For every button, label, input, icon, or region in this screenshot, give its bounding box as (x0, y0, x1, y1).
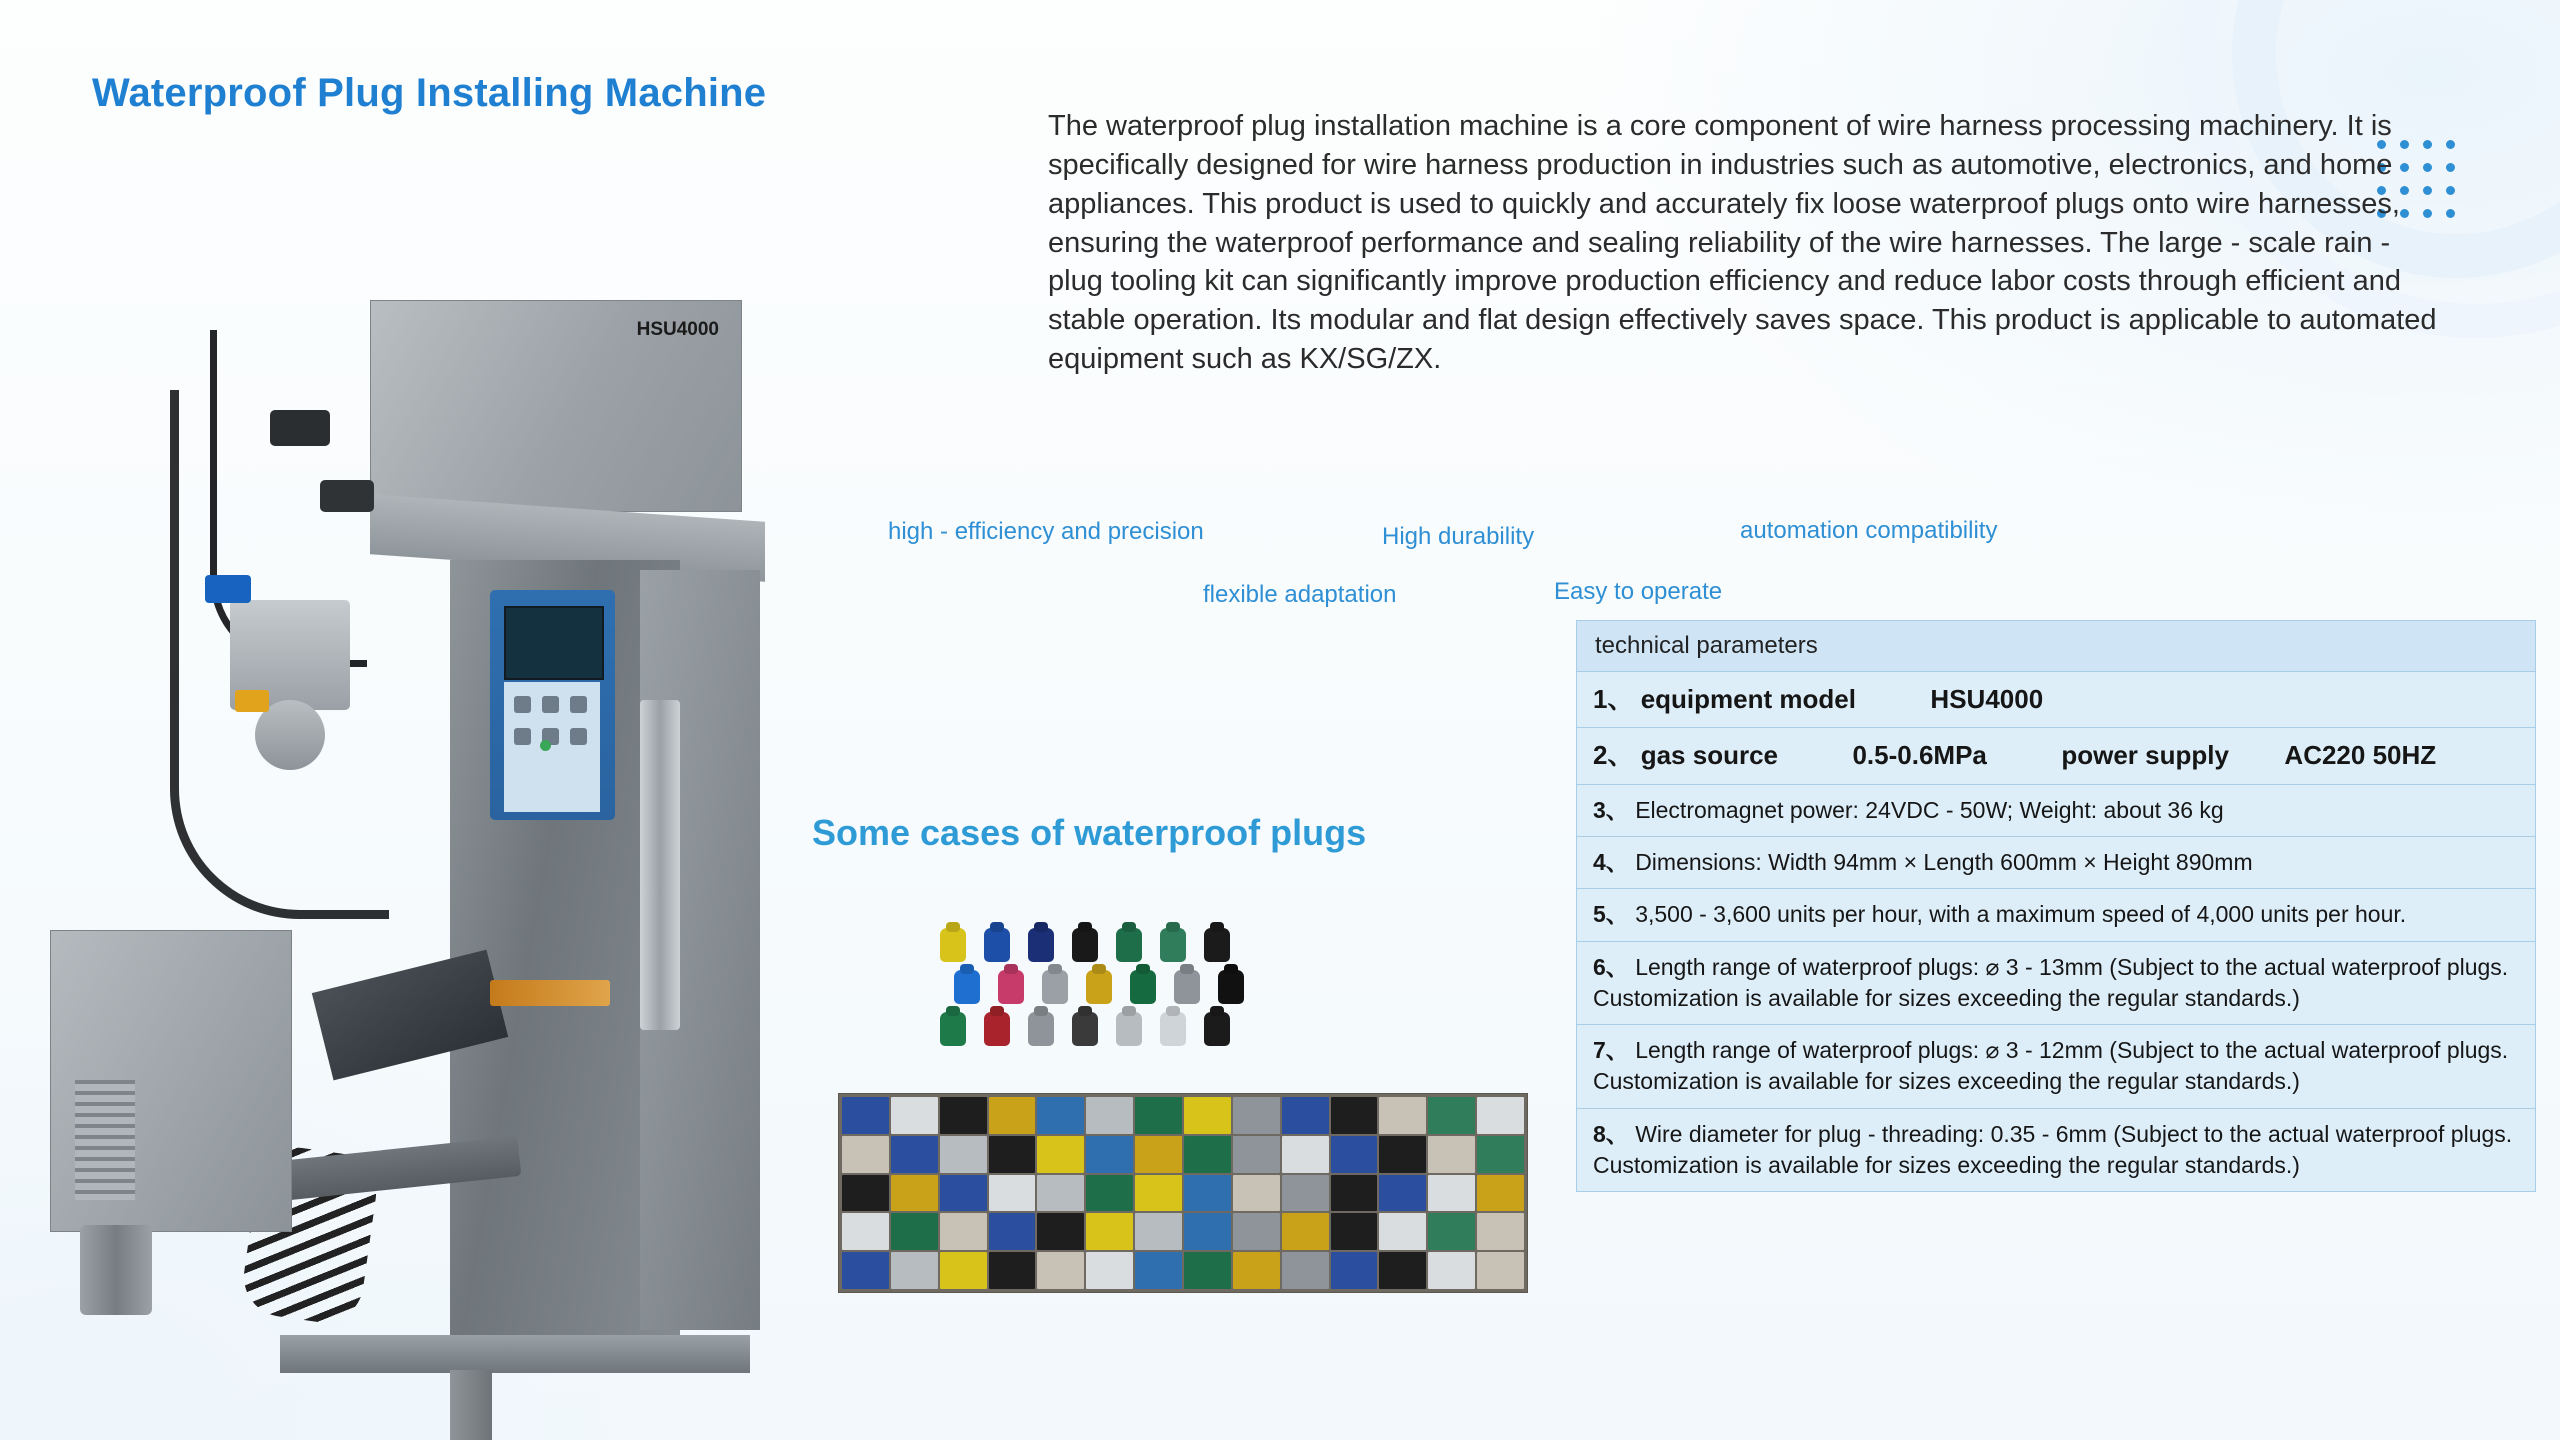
cases-title: Some cases of waterproof plugs (812, 812, 1367, 853)
waterproof-plug-sample (1028, 1012, 1054, 1046)
row-text: Length range of waterproof plugs: ⌀ 3 - 13mm (Subject to the actual waterproof plugs. Customization is available for sizes exceeding the regular standards.) (1593, 953, 2509, 1011)
plug-bin (891, 1136, 938, 1173)
plug-bin (1135, 1097, 1182, 1134)
plug-bin (1233, 1252, 1280, 1289)
feature-tag-flexible: flexible adaptation (1203, 581, 1397, 608)
panel-button-2 (542, 696, 559, 713)
row-number: 5、 (1593, 901, 1629, 928)
plug-bins-photo (838, 1093, 1528, 1293)
table-row (1576, 837, 2536, 889)
plug-bin (1477, 1175, 1524, 1212)
waterproof-plug-sample (1204, 928, 1230, 962)
plug-bin (1477, 1097, 1524, 1134)
feature-tag-durability: High durability (1382, 523, 1535, 550)
waterproof-plug-sample (1204, 1012, 1230, 1046)
panel-button-area (504, 682, 600, 812)
row-number: 3、 (1593, 796, 1629, 823)
row-number: 4、 (1593, 848, 1629, 875)
row-number: 6、 (1593, 953, 1629, 980)
plug-bin (1477, 1136, 1524, 1173)
waterproof-plug-sample (1072, 1012, 1098, 1046)
waterproof-plug-sample (984, 1012, 1010, 1046)
plug-bin (1428, 1213, 1475, 1250)
waterproof-plug-sample (1042, 970, 1068, 1004)
plug-bin (891, 1097, 938, 1134)
page-title: Waterproof Plug Installing Machine (92, 70, 767, 115)
plug-bin (1233, 1097, 1280, 1134)
plug-bin (1086, 1175, 1133, 1212)
waterproof-plug-sample (1160, 1012, 1186, 1046)
plug-bin (1379, 1252, 1426, 1289)
waterproof-plug-sample (998, 970, 1024, 1004)
machine-stand-leg (450, 1370, 492, 1440)
machine-model-label: HSU4000 (636, 319, 719, 340)
waterproof-plug-sample (1174, 970, 1200, 1004)
table-row (1576, 889, 2536, 941)
plug-bin (1086, 1252, 1133, 1289)
plug-bin (1184, 1252, 1231, 1289)
plug-bin (1282, 1252, 1329, 1289)
plug-bin (1379, 1213, 1426, 1250)
cabinet-vent-grille (75, 1080, 135, 1200)
row-number: 2、 (1593, 740, 1634, 771)
waterproof-plug-sample (1116, 928, 1142, 962)
status-led-icon (540, 740, 551, 751)
plug-bin (1379, 1175, 1426, 1212)
plug-bin (1184, 1175, 1231, 1212)
row-value: 0.5-0.6MPa (1852, 740, 1987, 771)
table-row (1576, 728, 2536, 784)
plug-bin (1184, 1097, 1231, 1134)
panel-button-4 (514, 728, 531, 745)
cable-connector-block-2 (320, 480, 374, 512)
row-label: gas source (1640, 740, 1778, 771)
plug-bin (1037, 1097, 1084, 1134)
machine-top-housing (370, 300, 742, 512)
plug-bin (1331, 1252, 1378, 1289)
plug-bin (842, 1213, 889, 1250)
plug-bin (989, 1136, 1036, 1173)
row-number: 7、 (1593, 1037, 1629, 1064)
row-text: Dimensions: Width 94mm × Length 600mm × Height 890mm (1635, 848, 2253, 875)
plug-bin (1135, 1252, 1182, 1289)
plug-bin (1233, 1136, 1280, 1173)
table-row (1576, 942, 2536, 1026)
plug-bin (989, 1252, 1036, 1289)
cabinet-cylinder (80, 1225, 152, 1315)
plug-bin (940, 1136, 987, 1173)
feature-tag-automation: automation compatibility (1740, 517, 1998, 544)
waterproof-plug-sample (940, 1012, 966, 1046)
waterproof-plug-sample (1160, 928, 1186, 962)
plug-bin (1086, 1136, 1133, 1173)
row-value-secondary: AC220 50HZ (2284, 740, 2437, 771)
table-row (1576, 1025, 2536, 1109)
plug-bin (842, 1097, 889, 1134)
plug-bin (891, 1252, 938, 1289)
plug-bin (1282, 1097, 1329, 1134)
plug-bin (1135, 1175, 1182, 1212)
plug-bin (1428, 1252, 1475, 1289)
panel-button-1 (514, 696, 531, 713)
table-row (1576, 785, 2536, 837)
plug-bin (1477, 1252, 1524, 1289)
waterproof-plug-samples (940, 920, 1280, 1050)
copper-tooling-block (490, 980, 610, 1006)
plug-bin (1331, 1213, 1378, 1250)
plug-bin (989, 1097, 1036, 1134)
row-number: 1、 (1593, 684, 1634, 714)
plug-bin (1184, 1213, 1231, 1250)
row-text: Electromagnet power: 24VDC - 50W; Weight: about 36 kg (1635, 796, 2224, 823)
plug-bin (940, 1175, 987, 1212)
plug-bin (1379, 1097, 1426, 1134)
plug-bin (1037, 1175, 1084, 1212)
waterproof-plug-sample (954, 970, 980, 1004)
row-number: 8、 (1593, 1120, 1629, 1147)
waterproof-plug-sample (1072, 928, 1098, 962)
row-text: Wire diameter for plug - threading: 0.35 - 6mm (Subject to the actual waterproof plugs. Customization is available for sizes exceeding the regular standards.) (1593, 1120, 2513, 1178)
panel-button-6 (570, 728, 587, 745)
table-row (1576, 1109, 2536, 1193)
plug-bin (842, 1136, 889, 1173)
plug-bin (1135, 1213, 1182, 1250)
plug-bin (1037, 1252, 1084, 1289)
waterproof-plug-sample (940, 928, 966, 962)
cable-connector-block-1 (270, 410, 330, 446)
waterproof-plug-sample (1116, 1012, 1142, 1046)
plug-bin (940, 1252, 987, 1289)
plug-bin (1282, 1175, 1329, 1212)
plug-bin (1037, 1213, 1084, 1250)
panel-button-3 (570, 696, 587, 713)
yellow-fitting (235, 690, 269, 712)
intro-paragraph: The waterproof plug installation machine is a core component of wire harness processing machinery. It is specifically designed for wire harness production in industries such as automotive, electronics, and home appliances. This product is used to quickly and accurately fix loose waterproof plugs onto wire harnesses, ensuring the waterproof performance and sealing reliability of the wire harnesses. The large - scale rain - plug tooling kit can significantly improve production efficiency and reduce labor costs through efficient and stable operation. Its modular and flat design effectively saves space. This product is applicable to automated equipment such as KX/SG/ZX. (1048, 110, 2437, 376)
plug-bin (1282, 1213, 1329, 1250)
waterproof-plug-sample (984, 928, 1010, 962)
technical-parameters-header: technical parameters (1576, 620, 2536, 672)
plug-bin (1428, 1097, 1475, 1134)
row-text: Length range of waterproof plugs: ⌀ 3 - 12mm (Subject to the actual waterproof plugs. Customization is available for sizes exceeding the regular standards.) (1593, 1037, 2509, 1095)
technical-parameters-table (1576, 620, 2536, 1192)
plug-bin (989, 1175, 1036, 1212)
blue-valve-fitting (205, 575, 251, 603)
row-label: equipment model (1640, 684, 1856, 714)
plug-bin (1331, 1136, 1378, 1173)
waterproof-plug-sample (1086, 970, 1112, 1004)
waterproof-plug-sample (1028, 928, 1054, 962)
waterproof-plug-sample (1130, 970, 1156, 1004)
plug-bin (1331, 1097, 1378, 1134)
panel-display-screen (504, 606, 604, 680)
machine-base-plate (280, 1335, 750, 1373)
plug-bin (891, 1175, 938, 1212)
row-value: HSU4000 (1930, 684, 2044, 714)
plug-bin (891, 1213, 938, 1250)
plug-bin (842, 1175, 889, 1212)
plug-bin (1086, 1097, 1133, 1134)
plug-bin (842, 1252, 889, 1289)
plug-bin (1477, 1213, 1524, 1250)
plug-bin (1086, 1213, 1133, 1250)
machine-photo (20, 270, 840, 1390)
plug-bin (1135, 1136, 1182, 1173)
waterproof-plug-sample (1218, 970, 1244, 1004)
plug-bin (1428, 1175, 1475, 1212)
plug-bin (940, 1097, 987, 1134)
plug-bin (1331, 1175, 1378, 1212)
plug-bin (1037, 1136, 1084, 1173)
plug-bin (1428, 1136, 1475, 1173)
feature-tag-efficiency: high - efficiency and precision (888, 518, 1204, 545)
plug-bin (1233, 1213, 1280, 1250)
plug-bin (940, 1213, 987, 1250)
row-label-secondary: power supply (2061, 740, 2229, 771)
feature-tag-easy-operate: Easy to operate (1554, 578, 1723, 605)
plug-bin (1184, 1136, 1231, 1173)
plug-bin (1233, 1175, 1280, 1212)
row-text: 3,500 - 3,600 units per hour, with a maximum speed of 4,000 units per hour. (1635, 901, 2407, 928)
machine-linear-rail (640, 700, 680, 1030)
plug-bin (989, 1213, 1036, 1250)
plug-bin (1379, 1136, 1426, 1173)
table-row (1576, 672, 2536, 728)
plug-bin (1282, 1136, 1329, 1173)
